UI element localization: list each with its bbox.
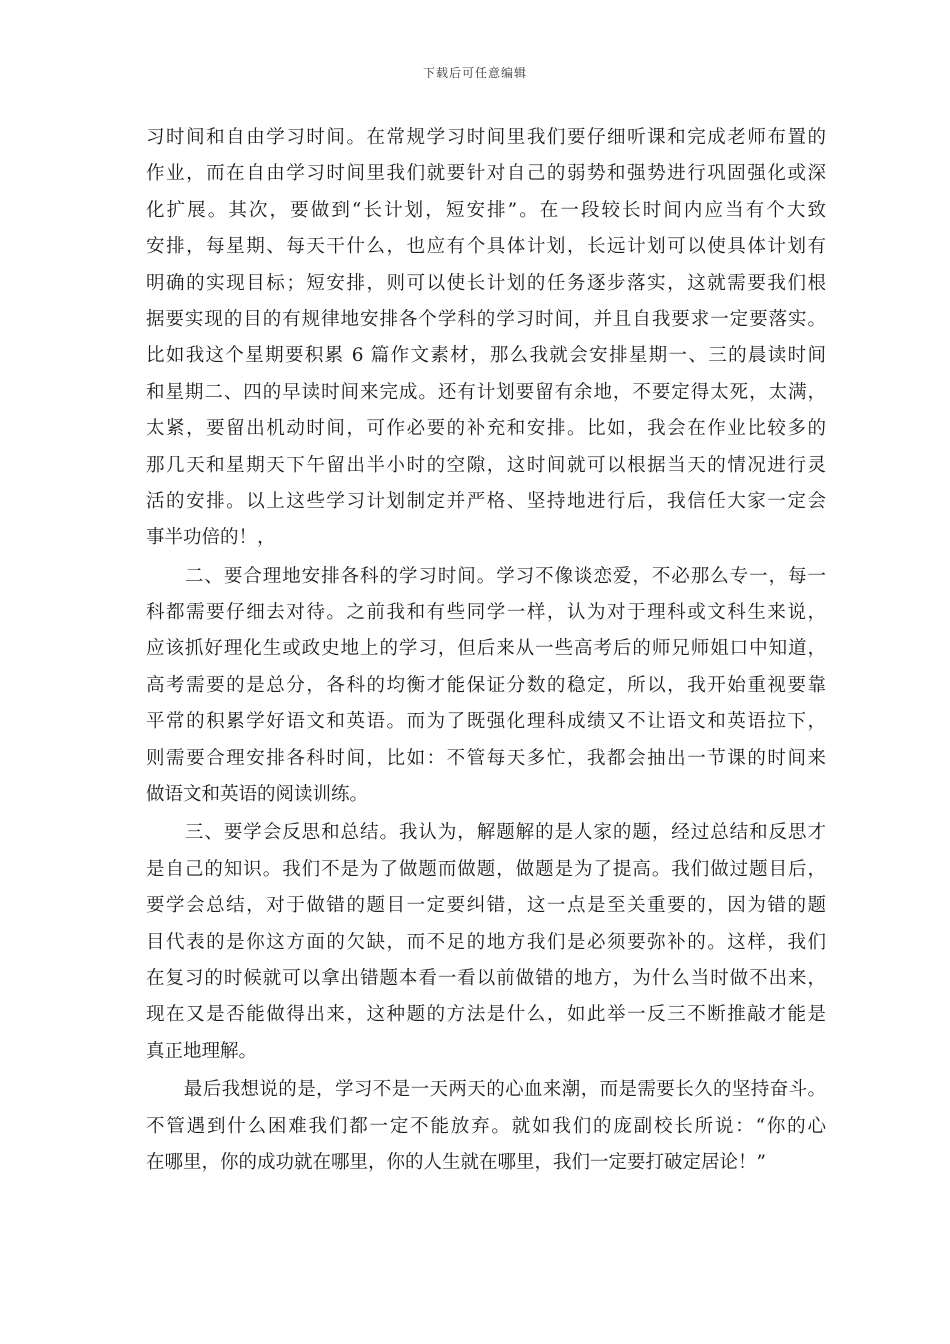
text-line: 作业，而在自由学习时间里我们就要针对自己的弱势和强势进行巩固强化或深 (146, 163, 826, 185)
text-line: 应该抓好理化生或政史地上的学习，但后来从一些高考后的师兄师姐口中知道， (146, 638, 826, 660)
text-line: 是自己的知识。我们不是为了做题而做题，做题是为了提高。我们做过题目后， (146, 858, 826, 880)
text-line: 化扩展。其次，要做到“长计划，短安排”。在一段较长时间内应当有个大致 (146, 199, 826, 221)
text-line: 据要实现的目的有规律地安排各个学科的学习时间，并且自我要求一定要落实。 (146, 308, 826, 330)
text-line: 活的安排。以上这些学习计划制定并严格、坚持地进行后，我信任大家一定会 (146, 490, 826, 512)
text-line: 和星期二、四的早读时间来完成。还有计划要留有余地，不要定得太死，太满， (146, 381, 826, 403)
text-line: 要学会总结，对于做错的题目一定要纠错，这一点是至关重要的，因为错的题 (146, 895, 826, 917)
text-line: 科都需要仔细去对待。之前我和有些同学一样，认为对于理科或文科生来说， (146, 602, 826, 624)
text-line: 习时间和自由学习时间。在常规学习时间里我们要仔细听课和完成老师布置的 (146, 127, 826, 148)
text-line: 目代表的是你这方面的欠缺，而不足的地方我们是必须要弥补的。这样，我们 (146, 931, 826, 953)
text-line: 现在又是否能做得出来，这种题的方法是什么，如此举一反三不断推敲才能是 (146, 1004, 826, 1026)
text-line: 平常的积累学好语文和英语。而为了既强化理科成绩又不让语文和英语拉下， (146, 711, 826, 733)
text-line: 太紧，要留出机动时间，可作必要的补充和安排。比如，我会在作业比较多的 (146, 418, 826, 440)
text-line: 最后我想说的是，学习不是一天两天的心血来潮，而是需要长久的坚持奋斗。 (146, 1079, 826, 1101)
text-line: 明确的实现目标；短安排，则可以使长计划的任务逐步落实，这就需要我们根 (146, 272, 826, 294)
text-line: 三、要学会反思和总结。我认为，解题解的是人家的题，经过总结和反思才 (146, 822, 826, 844)
text-line: 二、要合理地安排各科的学习时间。学习不像谈恋爱，不必那么专一，每一 (146, 565, 826, 587)
text-line: 比如我这个星期要积累 6 篇作文素材，那么我就会安排星期一、三的晨读时间 (146, 345, 826, 367)
text-line: 在复习的时候就可以拿出错题本看一看以前做错的地方，为什么当时做不出来， (146, 967, 826, 989)
text-line: 安排，每星期、每天干什么，也应有个具体计划，长远计划可以使具体计划有 (146, 236, 826, 258)
page-header: 下载后可任意编辑 (422, 66, 527, 80)
text-line: 在哪里，你的成功就在哪里，你的人生就在哪里，我们一定要打破定居论！” (146, 1151, 766, 1173)
text-line: 高考需要的是总分，各科的均衡才能保证分数的稳定，所以，我开始重视要靠 (146, 674, 826, 696)
text-line: 不管遇到什么困难我们都一定不能放弃。就如我们的庞副校长所说：“你的心 (146, 1115, 826, 1137)
document-body (146, 120, 826, 1181)
text-line: 事半功倍的！， (146, 527, 276, 549)
text-line: 那几天和星期天下午留出半小时的空隙，这时间就可以根据当天的情况进行灵 (146, 454, 826, 476)
text-line: 则需要合理安排各科时间，比如：不管每天多忙，我都会抽出一节课的时间来 (146, 747, 826, 769)
text-line: 做语文和英语的阅读训练。 (146, 784, 369, 806)
text-line: 真正地理解。 (146, 1040, 258, 1062)
